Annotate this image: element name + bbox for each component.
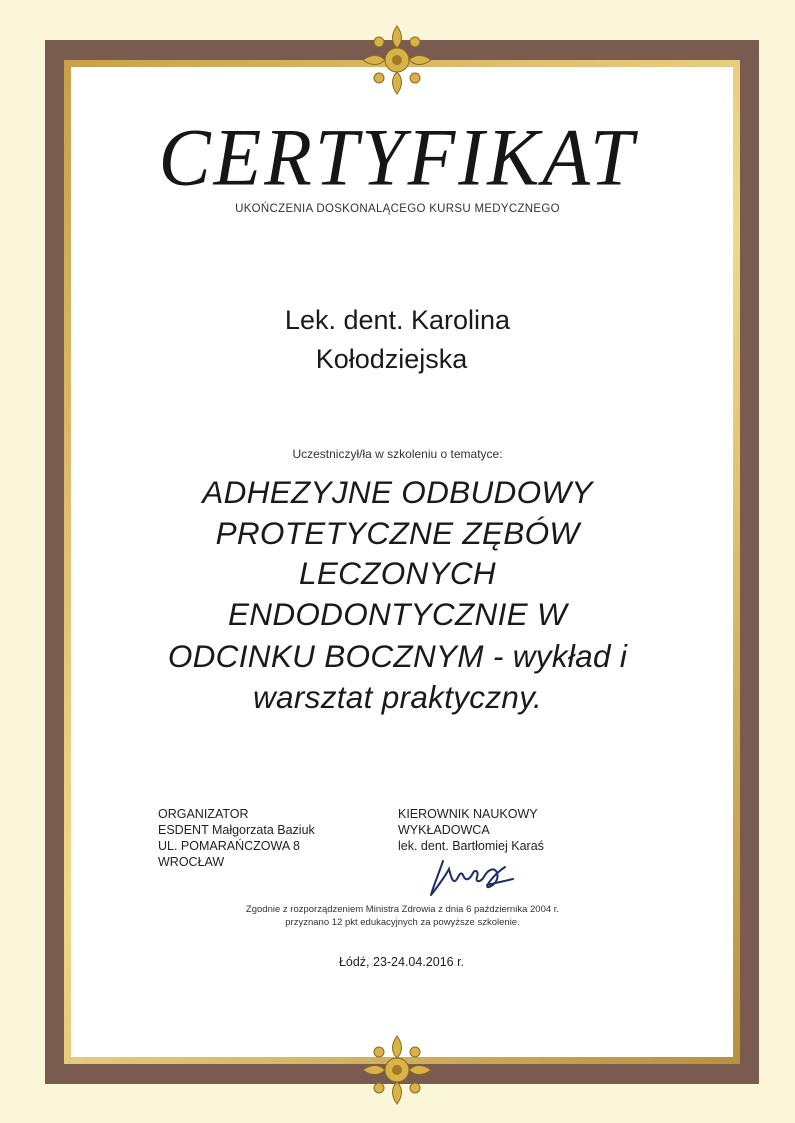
topic-line: ENDODONTYCZNIE W xyxy=(227,596,568,632)
signature-icon xyxy=(425,855,525,900)
topic-line: PROTETYCZNE ZĘBÓW xyxy=(215,515,580,551)
organizer-city: WROCŁAW xyxy=(158,855,225,869)
lecturer-name: lek. dent. Bartłomiej Karaś xyxy=(398,839,544,853)
regulation-line-2: przyznano 12 pkt edukacyjnych za powyższe szkolenie. xyxy=(285,917,520,928)
lecturer-heading-role: WYKŁADOWCA xyxy=(398,823,490,837)
participation-text: Uczestniczył/ła w szkoleniu o tematyce: xyxy=(292,447,503,461)
lecturer-heading-scientific: KIEROWNIK NAUKOWY xyxy=(398,807,538,821)
ornament-bottom-icon xyxy=(357,1030,437,1110)
organizer-name: ESDENT Małgorzata Baziuk xyxy=(158,823,315,837)
topic-line: ADHEZYJNE ODBUDOWY xyxy=(202,474,593,510)
topic-line: warsztat praktyczny. xyxy=(253,679,542,715)
place-and-date: Łódź, 23-24.04.2016 r. xyxy=(338,955,465,969)
topic-line: ODCINKU BOCZNYM - wykład i xyxy=(167,638,628,674)
topic-line: LECZONYCH xyxy=(299,555,496,591)
ornament-top-icon xyxy=(357,20,437,100)
organizer-block xyxy=(158,806,315,870)
recipient-name-line-2: Kołodziejska xyxy=(315,344,468,374)
certificate-subtitle: UKOŃCZENIA DOSKONALĄCEGO KURSU MEDYCZNEGO xyxy=(235,203,560,215)
recipient-name-line-1: Lek. dent. Karolina xyxy=(284,305,511,335)
organizer-street: UL. POMARAŃCZOWA 8 xyxy=(158,839,300,853)
regulation-note xyxy=(5,903,795,929)
lecturer-block xyxy=(398,806,544,854)
certificate-title: CERTYFIKAT xyxy=(158,110,637,203)
regulation-line-1: Zgodnie z rozporządzeniem Ministra Zdrowia z dnia 6 października 2004 r. xyxy=(245,904,560,915)
organizer-heading: ORGANIZATOR xyxy=(158,807,249,821)
